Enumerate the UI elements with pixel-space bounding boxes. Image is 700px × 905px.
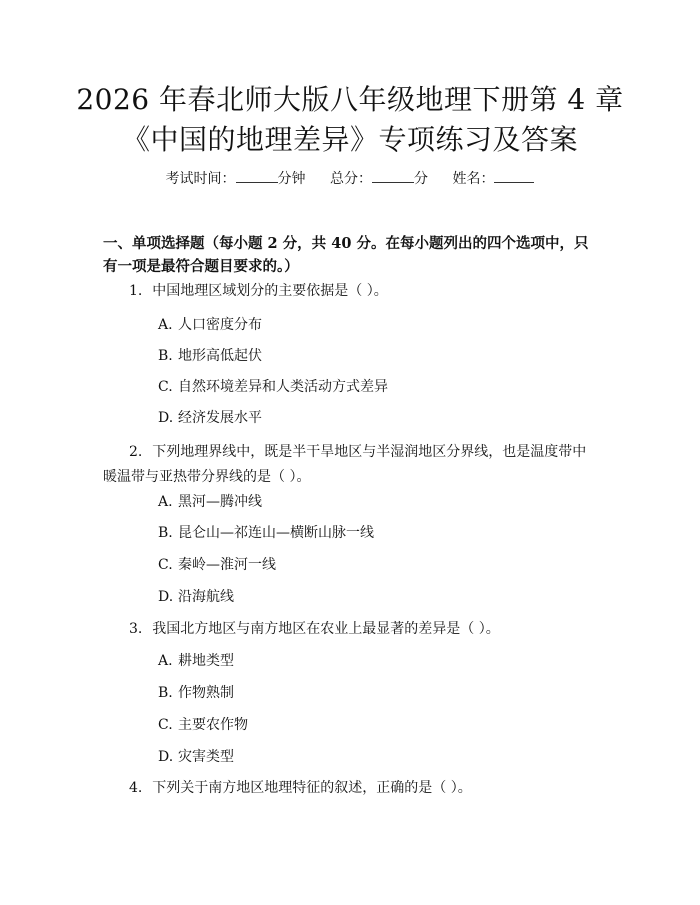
question-4-number: 4. bbox=[129, 780, 143, 796]
option-text: 经济发展水平 bbox=[178, 410, 262, 426]
question-3-option-b bbox=[158, 683, 234, 703]
exam-time-field bbox=[166, 168, 306, 189]
total-score-unit: 分 bbox=[414, 171, 428, 187]
option-text: 沿海航线 bbox=[178, 589, 234, 605]
question-1-number: 1. bbox=[129, 283, 143, 299]
question-3-number: 3. bbox=[129, 621, 143, 637]
name-field bbox=[452, 168, 534, 189]
question-3-option-d bbox=[158, 747, 234, 767]
question-3-option-a bbox=[158, 651, 234, 671]
total-score-blank bbox=[372, 168, 414, 183]
option-letter: C. bbox=[158, 379, 173, 395]
question-1-option-c bbox=[158, 377, 388, 397]
option-text: 耕地类型 bbox=[178, 653, 234, 669]
option-letter: D. bbox=[158, 410, 174, 426]
option-letter: C. bbox=[158, 717, 173, 733]
question-4-stem: 下列关于南方地区地理特征的叙述，正确的是（ ）。 bbox=[152, 780, 472, 796]
question-3-stem: 我国北方地区与南方地区在农业上最显著的差异是（ ）。 bbox=[152, 621, 500, 637]
option-letter: B. bbox=[158, 348, 173, 364]
question-2 bbox=[103, 440, 599, 490]
option-text: 作物熟制 bbox=[178, 685, 234, 701]
question-1-stem: 中国地理区域划分的主要依据是（ ）。 bbox=[152, 283, 388, 299]
page-title-line-1: 2026 年春北师大版八年级地理下册第 4 章 bbox=[76, 83, 624, 116]
question-2-option-a bbox=[158, 492, 262, 512]
option-text: 地形高低起伏 bbox=[178, 348, 262, 364]
name-label: 姓名： bbox=[452, 171, 495, 187]
page-title-line-2: 《中国的地理差异》专项练习及答案 bbox=[121, 123, 578, 156]
section-heading: 一、单项选择题（每小题 2 分，共 40 分。在每小题列出的四个选项中，只有一项是最符合题目要求的。） bbox=[103, 235, 589, 275]
exam-meta bbox=[0, 168, 700, 189]
option-letter: A. bbox=[158, 494, 173, 510]
name-blank bbox=[494, 168, 534, 183]
question-1-option-d bbox=[158, 408, 262, 428]
option-letter: A. bbox=[158, 317, 173, 333]
question-3 bbox=[103, 617, 599, 642]
option-text: 昆仑山—祁连山—横断山脉一线 bbox=[178, 525, 374, 541]
option-text: 主要农作物 bbox=[178, 717, 248, 733]
question-2-option-c bbox=[158, 555, 276, 575]
option-letter: C. bbox=[158, 557, 173, 573]
question-2-option-b bbox=[158, 523, 374, 543]
option-letter: B. bbox=[158, 685, 173, 701]
option-letter: D. bbox=[158, 589, 174, 605]
question-1 bbox=[103, 279, 599, 304]
option-letter: D. bbox=[158, 749, 174, 765]
question-2-number: 2. bbox=[129, 444, 143, 460]
question-1-option-a bbox=[158, 315, 262, 335]
question-2-stem: 下列地理界线中，既是半干旱地区与半湿润地区分界线，也是温度带中暖温带与亚热带分界线的是（ ）。 bbox=[103, 444, 587, 485]
question-1-option-b bbox=[158, 346, 262, 366]
option-text: 人口密度分布 bbox=[178, 317, 262, 333]
total-score-label: 总分： bbox=[330, 171, 372, 187]
question-4 bbox=[103, 776, 599, 801]
option-letter: A. bbox=[158, 653, 173, 669]
option-text: 黑河—腾冲线 bbox=[178, 494, 262, 510]
exam-time-label: 考试时间： bbox=[165, 171, 236, 187]
option-letter: B. bbox=[158, 525, 173, 541]
question-2-option-d bbox=[158, 587, 234, 607]
option-text: 灾害类型 bbox=[178, 749, 234, 765]
option-text: 秦岭—淮河一线 bbox=[178, 557, 276, 573]
question-3-option-c bbox=[158, 715, 248, 735]
exam-time-blank bbox=[236, 168, 278, 183]
total-score-field bbox=[330, 168, 428, 189]
option-text: 自然环境差异和人类活动方式差异 bbox=[178, 379, 388, 395]
exam-time-unit: 分钟 bbox=[277, 171, 306, 187]
